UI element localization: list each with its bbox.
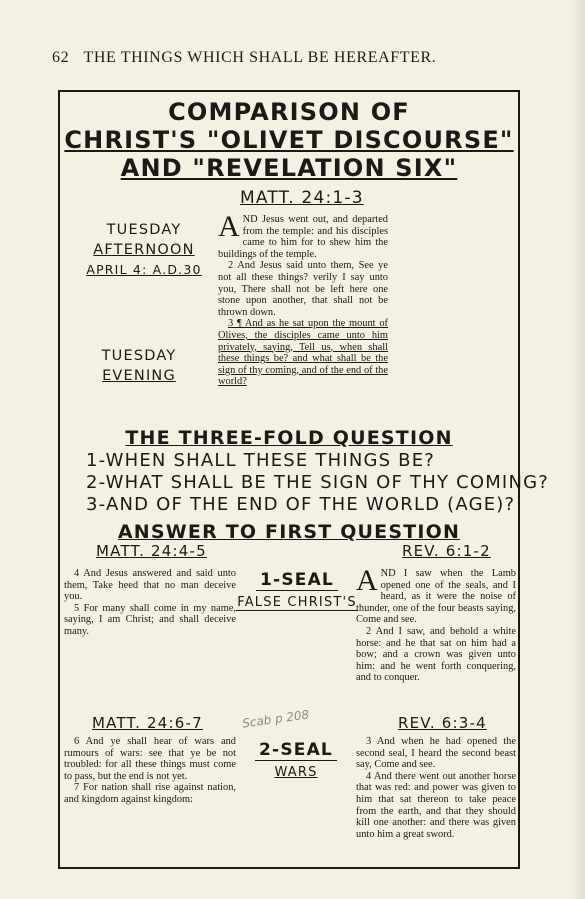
verse-3: 3 ¶ And as he sat upon the mount of Olives, the disciples came unto him privately, saying, Tell us, when shall these things be? and what shall be the sign of thy coming, and of the end of the world? — [218, 318, 388, 388]
side-tuesday-2: TUESDAY — [101, 348, 177, 364]
chart-frame — [58, 90, 550, 869]
verse-6: 6 And ye shall hear of wars and rumours of wars: see that ye be not troubled: for all these things must come to pass, but the end is not yet. — [64, 736, 236, 782]
question-1: 1-WHEN SHALL THESE THINGS BE? — [86, 450, 436, 471]
side-label-tuesday-afternoon — [74, 220, 214, 280]
rev-dropcap: A — [356, 564, 378, 597]
dropcap: A — [218, 210, 240, 243]
rev-6-1-2-text — [356, 564, 516, 684]
page-number: 62 — [52, 49, 70, 66]
rev-verse-3: 3 And when he had opened the second seal, I heard the second beast say, Come and see. — [356, 736, 516, 771]
matt-24-4-5-text — [64, 568, 236, 638]
seal-2-sub: WARS — [274, 765, 318, 780]
seal-1-title: 1-SEAL — [256, 570, 338, 591]
ref-matt-24-1-3: MATT. 24:1-3 — [240, 188, 364, 208]
matt-24-6-7-text — [64, 736, 236, 806]
rev-6-3-4-text — [356, 736, 516, 840]
verse-5: 5 For many shall come in my name, saying, I am Christ; and shall deceive many. — [64, 602, 236, 637]
side-tuesday: TUESDAY — [106, 222, 182, 238]
seal-1-label — [236, 570, 358, 611]
ref-rev-6-1-2: REV. 6:1-2 — [402, 542, 491, 560]
rev-verse-2: 2 And I saw, and behold a white horse: and he that sat on him had a bow; and a crown was given unto him: and he went forth conquering, and to conquer. — [356, 625, 516, 684]
side-label-tuesday-evening — [84, 346, 194, 386]
side-evening: EVENING — [102, 368, 176, 384]
rev-verse-1: ND I saw when the Lamb opened one of the seals, and I heard, as it were the noise of thunder, one of the four beasts saying, Come and see. — [356, 568, 516, 626]
question-2: 2-WHAT SHALL BE THE SIGN OF THY COMING? — [86, 472, 550, 493]
side-date: APRIL 4: A.D.30 — [86, 262, 202, 277]
three-fold-question-title: THE THREE-FOLD QUESTION — [125, 427, 453, 449]
running-title: THE THINGS WHICH SHALL BE HEREAFTER. — [83, 49, 437, 66]
answer-first-question-title: ANSWER TO FIRST QUESTION — [117, 521, 461, 543]
side-afternoon: AFTERNOON — [93, 242, 195, 258]
ref-matt-24-4-5: MATT. 24:4-5 — [96, 542, 207, 560]
verse-4: 4 And Jesus answered and said unto them, Take heed that no man deceive you. — [64, 568, 236, 603]
matt-24-1-3-text — [218, 210, 388, 388]
rev-verse-4: 4 And there went out another horse that was red: and power was given to him that sat thereon to take peace from the earth, and that they should kill one another: and there was given unto him a great sword. — [356, 770, 516, 840]
running-header — [52, 49, 522, 67]
title-line-1: COMPARISON OF — [168, 98, 410, 126]
verse-2: 2 And Jesus said unto them, See ye not all these things? verily I say unto you, There shall not be left here one stone upon another, that shall not be thrown down. — [218, 260, 388, 318]
pencil-annotation: Scab p 208 — [241, 707, 310, 731]
title-line-3: AND "REVELATION SIX" — [120, 154, 458, 182]
page-edge-shadow — [571, 0, 585, 899]
seal-2-label — [238, 740, 354, 780]
ref-matt-24-6-7: MATT. 24:6-7 — [92, 714, 203, 732]
verse-1: ND Jesus went out, and departed from the temple: and his disciples came to him for to shew him the buildings of the temple. — [218, 214, 388, 260]
verse-7: 7 For nation shall rise against nation, and kingdom against kingdom: — [64, 782, 236, 805]
seal-1-sub: FALSE CHRIST'S — [237, 595, 357, 610]
ref-rev-6-3-4: REV. 6:3-4 — [398, 714, 487, 732]
seal-2-title: 2-SEAL — [255, 740, 337, 761]
title-line-2: CHRIST'S "OLIVET DISCOURSE" — [64, 126, 514, 154]
question-3: 3-AND OF THE END OF THE WORLD (AGE)? — [86, 494, 516, 515]
